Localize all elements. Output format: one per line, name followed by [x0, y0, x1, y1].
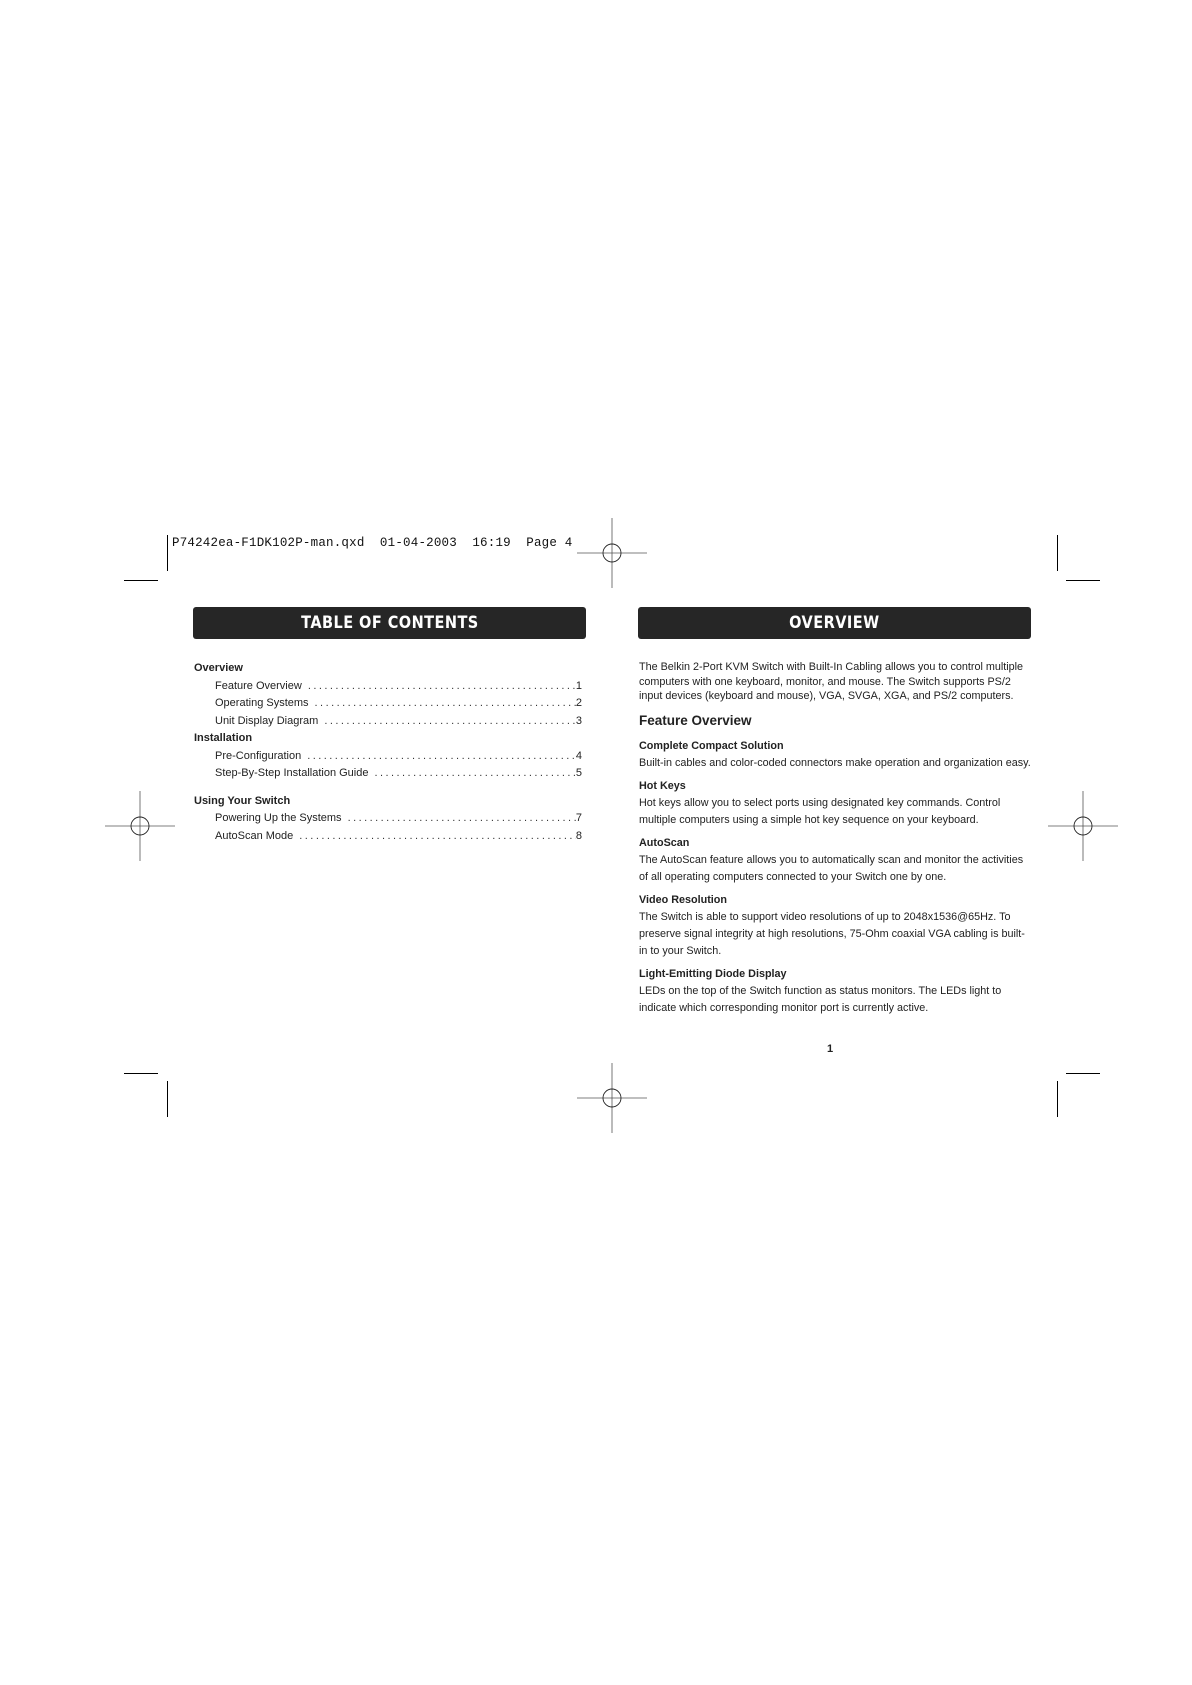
- registration-mark-icon: [577, 518, 647, 588]
- toc-leader-dots: [308, 678, 576, 696]
- toc-entry-page: 8: [575, 829, 582, 842]
- toc-entry[interactable]: [194, 678, 582, 696]
- toc-entry-title: Powering Up the Systems: [215, 812, 342, 824]
- crop-mark: [124, 1073, 158, 1074]
- feature-body: The Switch is able to support video resolutions of up to 2048x1536@65Hz. To preserve signal integrity at high resolutions, 75-Ohm coaxial VGA cabling is built-in to your Switch.: [639, 910, 1025, 957]
- toc-entry-page: 7: [575, 812, 582, 824]
- feature-body: LEDs on the top of the Switch function as status monitors. The LEDs light to indicate which corresponding monitor port is currently active.: [639, 984, 1002, 1014]
- feature-heading: AutoScan: [639, 836, 690, 849]
- toc-entry[interactable]: [194, 828, 582, 846]
- toc-banner: [193, 607, 586, 639]
- overview-banner: [638, 607, 1031, 639]
- toc-entry[interactable]: [194, 765, 582, 783]
- toc-title: TABLE OF CONTENTS: [300, 613, 479, 632]
- page-number: 1: [827, 1043, 834, 1055]
- feature-heading: Video Resolution: [639, 893, 727, 906]
- feature-body: The AutoScan feature allows you to automatically scan and monitor the activities of all operating computers connected to your Switch one by one.: [639, 853, 1024, 883]
- toc-entry[interactable]: [194, 695, 582, 713]
- crop-mark: [1057, 535, 1058, 571]
- toc-entry-page: 3: [575, 714, 582, 727]
- toc-entry-page: 1: [575, 679, 582, 692]
- feature-heading: Light-Emitting Diode Display: [639, 967, 787, 980]
- toc-entry-title: Step-By-Step Installation Guide: [215, 767, 369, 779]
- toc-entry-title: Feature Overview: [215, 679, 302, 692]
- toc-entry-title: Operating Systems: [215, 697, 309, 709]
- feature-body: Built-in cables and color-coded connectors make operation and organization easy.: [639, 756, 1031, 769]
- overview-title: OVERVIEW: [789, 613, 880, 632]
- toc-leader-dots: [315, 695, 576, 713]
- registration-mark-icon: [105, 791, 175, 861]
- crop-mark: [167, 535, 168, 571]
- crop-mark: [124, 580, 158, 581]
- toc-section-heading: Overview: [194, 662, 243, 674]
- overview-intro: The Belkin 2-Port KVM Switch with Built-In Cabling allows you to control multiple computers with one keyboard, monitor, and mouse. The Switch supports PS/2 input devices (keyboard and mouse), VGA, SVGA, XGA, and PS/2 computers.: [639, 661, 1024, 702]
- toc-section-heading: Using Your Switch: [194, 794, 291, 807]
- toc-entry-title: Pre-Configuration: [215, 749, 302, 762]
- table-of-contents: [194, 660, 582, 845]
- feature-body: Hot keys allow you to select ports using designated key commands. Control multiple computers using a simple hot key sequence on your keyboard.: [639, 796, 1001, 826]
- registration-mark-icon: [577, 1063, 647, 1133]
- toc-entry-title: Unit Display Diagram: [215, 714, 319, 727]
- toc-section-heading: Installation: [194, 732, 253, 744]
- crop-mark: [1066, 580, 1100, 581]
- toc-entry[interactable]: [194, 748, 582, 766]
- toc-entry[interactable]: [194, 713, 582, 731]
- crop-mark: [167, 1081, 168, 1117]
- toc-entry-page: 5: [575, 767, 582, 779]
- registration-mark-icon: [1048, 791, 1118, 861]
- toc-entry-title: AutoScan Mode: [215, 829, 294, 842]
- toc-leader-dots: [299, 828, 576, 846]
- crop-mark: [1057, 1081, 1058, 1117]
- toc-entry[interactable]: [194, 810, 582, 828]
- toc-entry-page: 2: [575, 697, 582, 709]
- toc-leader-dots: [348, 810, 576, 828]
- overview-column: [639, 660, 1031, 1024]
- feature-overview-heading: Feature Overview: [639, 712, 752, 728]
- feature-heading: Hot Keys: [639, 779, 686, 792]
- crop-mark: [1066, 1073, 1100, 1074]
- toc-entry-page: 4: [575, 749, 582, 762]
- feature-heading: Complete Compact Solution: [639, 739, 784, 752]
- toc-leader-dots: [374, 765, 575, 783]
- toc-leader-dots: [307, 748, 576, 766]
- toc-leader-dots: [324, 713, 576, 731]
- print-slug: P74242ea-F1DK102P-man.qxd 01-04-2003 16:19 Page 4: [172, 536, 573, 550]
